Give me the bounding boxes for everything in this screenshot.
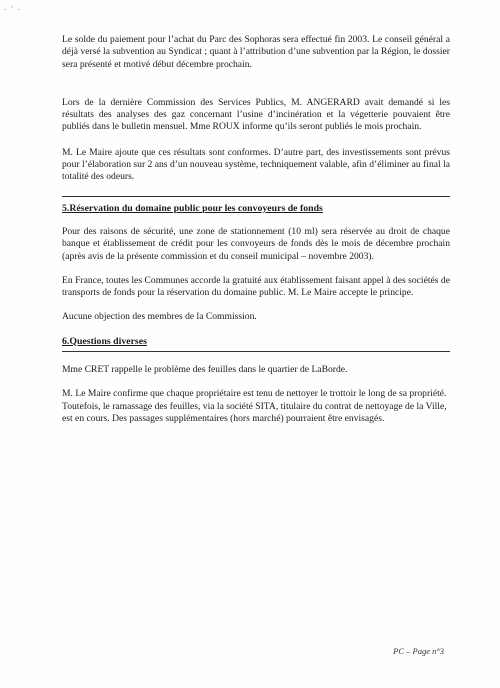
section-divider — [62, 196, 450, 197]
paragraph-odour-investments: M. Le Maire ajoute que ces résultats sont conformes. D’autre part, des investissements sont prévus pour l’élaboration sur 2 ans d’un nouveau système, techniquement valable, afin d’éliminer au final la totalité des odeurs. — [62, 146, 450, 183]
page-footer: PC – Page n°3 — [393, 646, 444, 656]
corner-mark: . · . — [4, 2, 21, 12]
paragraph-gas-analyses: Lors de la dernière Commission des Services Publics, M. ANGERARD avait demandé si les résultats des analyses des gaz concernant l’usine d’incinération et la végetterie pouvaient être publiés dans le bulletin mensuel. Mme ROUX informe qu’ils seront publiés le mois prochain. — [62, 96, 450, 133]
document-body — [62, 34, 450, 425]
paragraph-free-public-domain: En France, toutes les Communes accorde la gratuité aux établissement faisant appel à des sociétés de transports de fonds pour la réservation du domaine public. M. Le Maire accepte le principe. — [62, 274, 450, 299]
section-heading-5: 5.Réservation du domaine public pour les convoyeurs de fonds — [62, 202, 323, 214]
paragraph-leaves-collection: M. Le Maire confirme que chaque propriétaire est tenu de nettoyer le trottoir le long de sa propriété. Toutefois, le ramassage des feuilles, via la société SITA, titulaire du contrat de nettoyage de la Ville, est en cours. Des passages supplémentaires (hors marché) pourraient être envisagés. — [62, 388, 447, 424]
paragraph-parking-zone: Pour des raisons de sécurité, une zone de stationnement (10 ml) sera réservée au droit de chaque banque et établissement de crédit pour les convoyeurs de fonds dès le mois de décembre prochain (après avis de la présente commission et du conseil municipal – novembre 2003). — [62, 225, 450, 262]
paragraph-leaves-problem: Mme CRET rappelle le problème des feuilles dans le quartier de LaBorde. — [62, 364, 348, 376]
section-divider — [62, 351, 450, 352]
paragraph-no-objection: Aucune objection des membres de la Commission. — [62, 311, 257, 323]
paragraph-sophoras-payment: Le solde du paiement pour l’achat du Parc des Sophoras sera effectué fin 2003. Le conseil général a déjà versé la subvention au Syndicat ; quant à l’attribution d’une subvention par la Région, le dossier sera présenté et motivé début décembre prochain. — [62, 34, 450, 70]
section-heading-6: 6.Questions diverses — [62, 335, 147, 347]
